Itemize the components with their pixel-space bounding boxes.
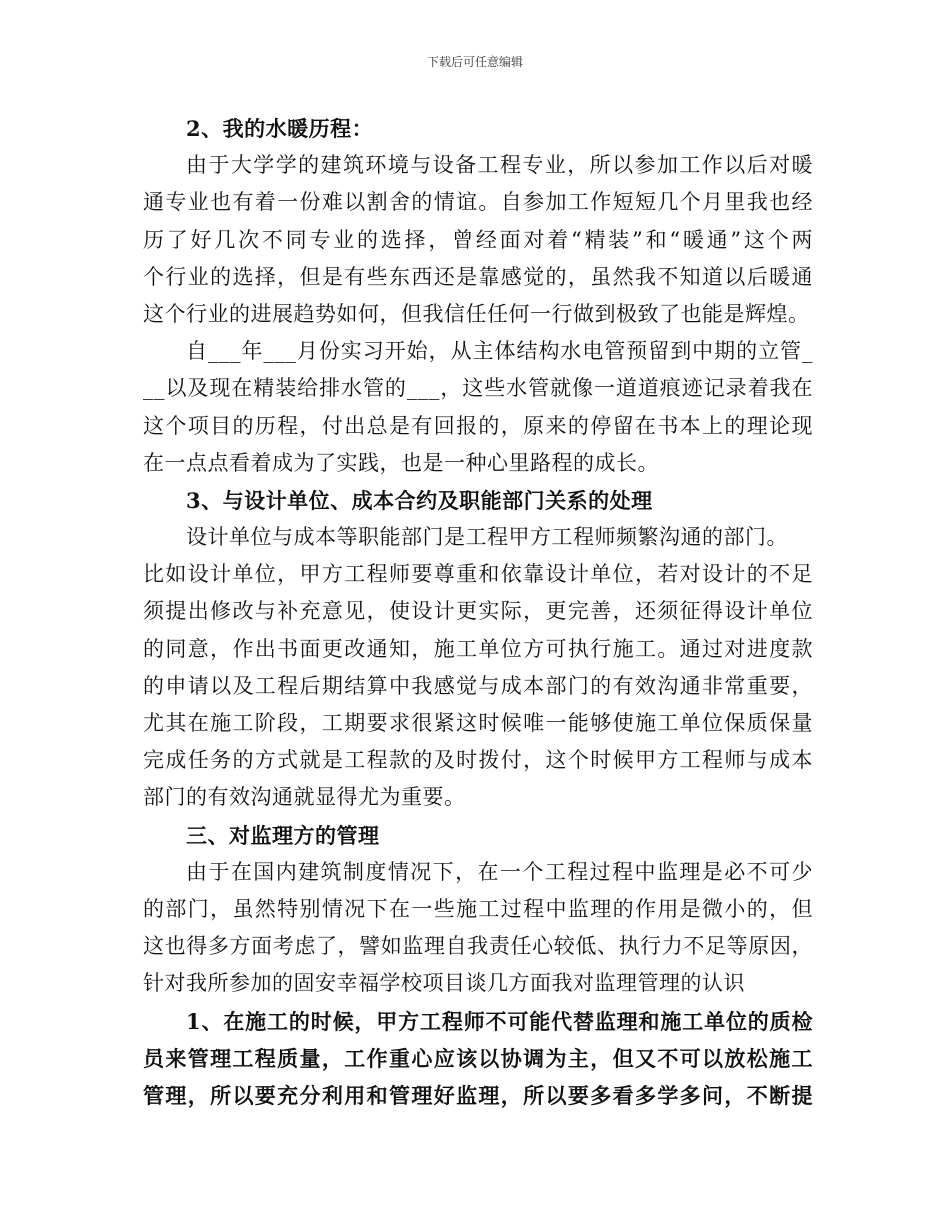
paragraph-line: 个行业的选择，但是有些东西还是靠感觉的，虽然我不知道以后暖通 (143, 264, 813, 289)
paragraph-line: 比如设计单位，甲方工程师要尊重和依靠设计单位，若对设计的不足 (143, 562, 813, 587)
paragraph-line: 这也得多方面考虑了，譬如监理自我责任心较低、执行力不足等原因， (143, 934, 813, 959)
paragraph-line: 的同意，作出书面更改通知，施工单位方可执行施工。通过对进度款 (143, 636, 813, 661)
paragraph-line: 在一点点看着成为了实践，也是一种心里路程的成长。 (143, 450, 659, 475)
paragraph-line: 设计单位与成本等职能部门是工程甲方工程师频繁沟通的部门。 (186, 525, 788, 550)
paragraph-line: 须提出修改与补充意见，使设计更实际，更完善，还须征得设计单位 (143, 599, 813, 624)
paragraph-line: 由于大学学的建筑环境与设备工程专业，所以参加工作以后对暖 (186, 153, 813, 178)
paragraph-line: 这个行业的进展趋势如何，但我信任任何一行做到极致了也能是辉煌。 (143, 301, 810, 326)
section-heading: 三、对监理方的管理 (186, 822, 380, 848)
paragraph-line: 的部门，虽然特别情况下在一些施工过程中监理的作用是微小的，但 (143, 896, 813, 921)
section-heading: 2、我的水暖历程： (186, 116, 374, 141)
paragraph-line: 由于在国内建筑制度情况下，在一个工程过程中监理是必不可少 (186, 859, 813, 884)
paragraph-line: 尤其在施工阶段，工期要求很紧这时候唯一能够使施工单位保质保量 (143, 711, 813, 735)
paragraph-line: 针对我所参加的固安幸福学校项目谈几方面我对监理管理的认识 (143, 971, 745, 996)
paragraph-line: 历了好几次不同专业的选择，曾经面对着“精装”和“暖通”这个两 (143, 227, 813, 252)
paragraph-line: 1、在施工的时候，甲方工程师不可能代替监理和施工单位的质检 (186, 1008, 813, 1034)
paragraph-line: 部门的有效沟通就显得尤为重要。 (143, 785, 466, 810)
paragraph-line: 这个项目的历程，付出总是有回报的，原来的停留在书本上的理论现 (143, 413, 813, 438)
paragraph-line: 通专业也有着一份难以割舍的情谊。自参加工作短短几个月里我也经 (143, 190, 813, 215)
page-header-note: 下载后可任意编辑 (426, 55, 523, 69)
paragraph-line: 完成任务的方式就是工程款的及时拨付，这个时候甲方工程师与成本 (143, 748, 813, 773)
section-heading: 3、与设计单位、成本合约及职能部门关系的处理 (186, 487, 653, 513)
document-body (143, 110, 813, 1114)
paragraph-line: 自___年___月份实习开始，从主体结构水电管预留到中期的立管_ (186, 339, 813, 364)
paragraph-line: 员来管理工程质量，工作重心应该以协调为主，但又不可以放松施工 (143, 1045, 813, 1071)
paragraph-line: __以及现在精装给排水管的___，这些水管就像一道道痕迹记录着我在 (143, 376, 813, 401)
paragraph-line: 管理，所以要充分利用和管理好监理，所以要多看多学多问，不断提 (143, 1082, 813, 1108)
paragraph-line: 的申请以及工程后期结算中我感觉与成本部门的有效沟通非常重要， (143, 673, 813, 698)
